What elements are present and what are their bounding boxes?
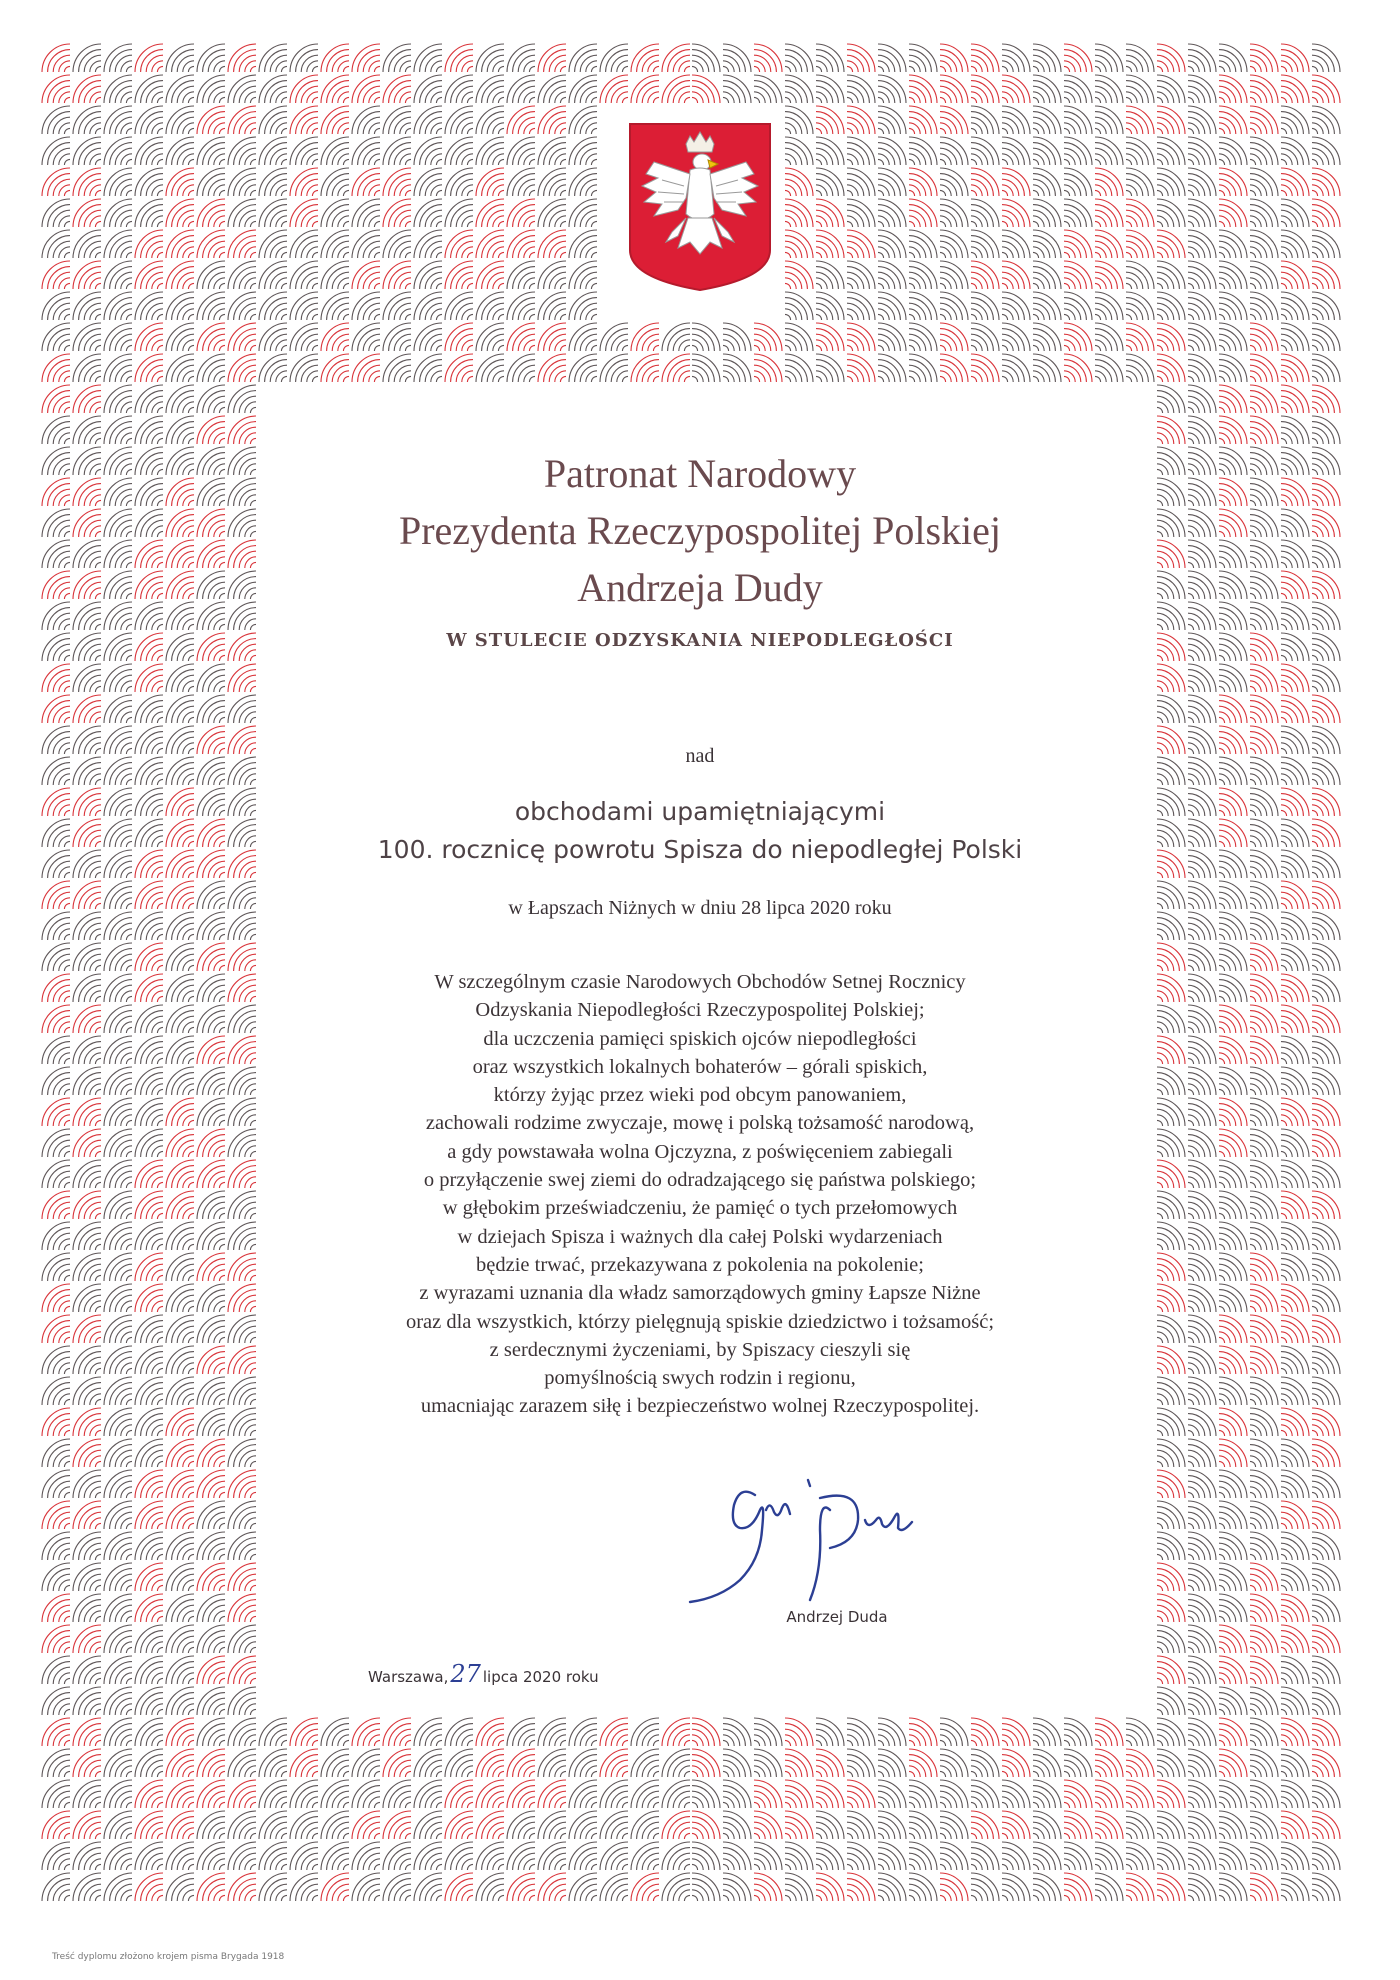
centenary-subtitle: W STULECIE ODZYSKANIA NIEPODLEGŁOŚCI [446, 630, 954, 651]
occasion-title [272, 793, 1128, 869]
body-line: oraz dla wszystkich, którzy pielęgnują spiskie dziedzictwo i tożsamość; [405, 1310, 995, 1333]
body-line: umacniając zarazem siłę i bezpieczeństwo wolnej Rzeczypospolitej. [420, 1395, 980, 1418]
place-and-date: w Łapszach Niżnych w dniu 28 lipca 2020 roku [508, 897, 892, 919]
typeface-footnote: Treść dyplomu złożono krojem pisma Brygada 1918 [52, 1952, 285, 1962]
body-line: będzie trwać, przekazywana z pokolenia na pokolenie; [476, 1253, 924, 1276]
patronage-title [272, 445, 1128, 616]
signer-name: Andrzej Duda [786, 1608, 888, 1626]
nad-word: nad [685, 745, 715, 767]
polish-eagle-emblem [628, 122, 772, 292]
body-line: w dziejach Spisza i ważnych dla całej Polski wydarzeniach [457, 1225, 943, 1248]
body-line: z wyrazami uznania dla władz samorządowych gminy Łapsze Niżne [419, 1282, 981, 1305]
body-line: pomyślnością swych rodzin i regionu, [544, 1367, 856, 1390]
body-line: dla uczczenia pamięci spiskich ojców niepodległości [483, 1027, 917, 1050]
body-line: a gdy powstawała wolna Ojczyzna, z poświęceniem zabiegali [447, 1140, 953, 1163]
body-line: którzy żyjąc przez wieki pod obcym panowaniem, [493, 1084, 907, 1107]
handwritten-signature [670, 1470, 970, 1620]
occasion-line: 100. rocznicę powrotu Spisza do niepodległej Polski [377, 835, 1023, 864]
title-line: Patronat Narodowy [543, 451, 857, 496]
dateline-city: Warszawa, [368, 1668, 449, 1686]
body-line: o przyłączenie swej ziemi do odradzającego się państwa polskiego; [423, 1169, 977, 1192]
body-line: w głębokim przeświadczeniu, że pamięć o tych przełomowych [442, 1197, 958, 1220]
body-line: W szczególnym czasie Narodowych Obchodów Setnej Rocznicy [434, 971, 966, 993]
occasion-line: obchodami upamiętniającymi [514, 797, 886, 826]
title-line: Andrzeja Dudy [577, 565, 823, 610]
title-line: Prezydenta Rzeczypospolitej Polskiej [398, 508, 1002, 553]
issue-dateline [368, 1660, 599, 1688]
dateline-handwritten-day: 27 [450, 1660, 481, 1688]
diploma-body [272, 968, 1128, 1421]
body-line: z serdecznymi życzeniami, by Spiszacy cieszyli się [489, 1338, 911, 1361]
body-line: zachowali rodzime zwyczaje, mowę i polską tożsamość narodową, [425, 1112, 975, 1135]
body-line: Odzyskania Niepodległości Rzeczypospolitej Polskiej; [475, 999, 925, 1022]
body-line: oraz wszystkich lokalnych bohaterów – górali spiskich, [472, 1055, 928, 1078]
dateline-rest: lipca 2020 roku [482, 1668, 599, 1686]
